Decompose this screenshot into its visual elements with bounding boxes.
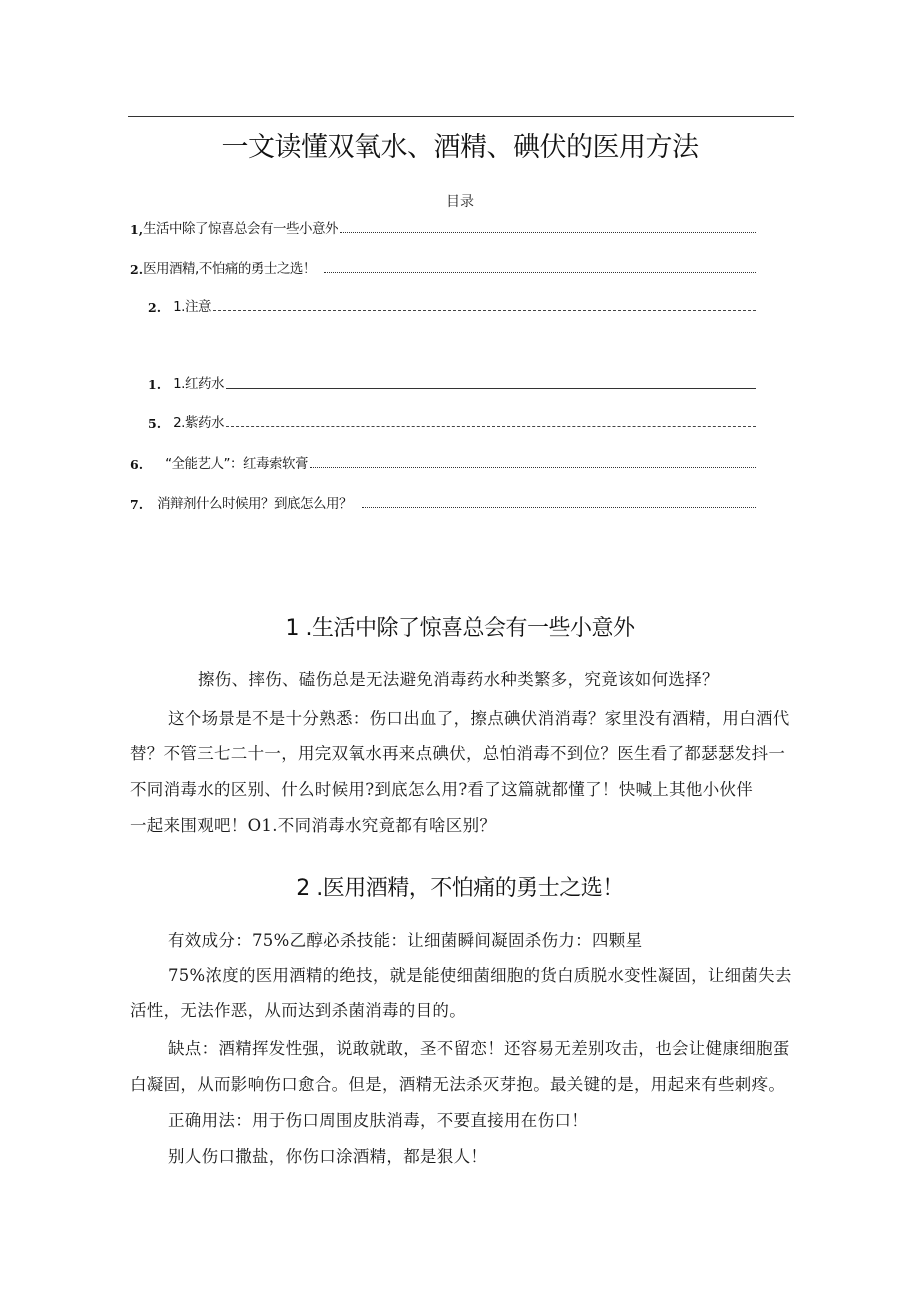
toc-entry-text: “全能艺人”：红毒索软膏 bbox=[165, 456, 309, 472]
toc-entry-number: 5. bbox=[148, 416, 162, 431]
toc-leader bbox=[226, 426, 756, 427]
section-1-paragraph: 擦伤、摔伤、磕伤总是无法避免消毒药水种类繁多，究竟该如何选择？ bbox=[198, 670, 719, 689]
toc-entry-number: 7. bbox=[130, 497, 144, 512]
document-title: 一文读懂双氧水、酒精、碘伏的医用方法 bbox=[221, 132, 699, 163]
toc-entry-number: 1, bbox=[130, 222, 144, 237]
toc-leader bbox=[213, 310, 756, 311]
section-2-paragraph: 别人伤口撒盐，你伤口涂酒精，都是狠人！ bbox=[168, 1147, 488, 1166]
toc-entry-text: 1.红药水 bbox=[173, 376, 224, 392]
toc-entry-6[interactable] bbox=[130, 452, 756, 472]
toc-entry-number: 6. bbox=[130, 457, 144, 472]
section-2-paragraph: 缺点：酒精挥发性强，说敢就敢，圣不留恋！还容易无差别攻击，也会让健康细胞蛋 bbox=[168, 1039, 790, 1058]
toc-entry-number: 1. bbox=[148, 377, 162, 392]
toc-heading: 目录 bbox=[446, 194, 474, 210]
toc-entry-4[interactable] bbox=[148, 372, 756, 392]
section-1-paragraph: 一起来围观吧！O1.不同消毒水究竟都有啥区别？ bbox=[130, 816, 497, 835]
section-2-paragraph: 正确用法：用于伤口周围皮肤消毒，不要直接用在伤口！ bbox=[168, 1111, 588, 1130]
section-2-paragraph: 75%浓度的医用酒精的绝技，就是能使细菌细胞的货白质脱水变性凝固，让细菌失去 bbox=[168, 966, 792, 985]
toc-leader bbox=[340, 232, 756, 233]
toc-entry-2[interactable] bbox=[130, 257, 756, 277]
toc-entry-text: 生活中除了惊喜总会有一些小意外 bbox=[143, 221, 339, 237]
section-2-paragraph: 活性，无法作恶，从而达到杀菌消毒的目的。 bbox=[130, 1001, 466, 1020]
section-2-heading: 2 .医用酒精，不怕痛的勇士之选！ bbox=[296, 876, 624, 901]
section-2-paragraph: 有效成分：75%乙醇必杀技能：让细菌瞬间凝固杀伤力：四颗星 bbox=[168, 931, 643, 950]
section-1-paragraph: 这个场景是不是十分熟悉：伤口出血了，擦点碘伏消消毒？家里没有酒精，用白酒代 bbox=[168, 709, 790, 728]
toc-entry-1[interactable] bbox=[130, 217, 756, 237]
toc-entry-number: 2. bbox=[130, 262, 144, 277]
toc-entry-text: 消辩剂什么时候用？到底怎么用？ bbox=[157, 496, 353, 512]
toc-entry-text: 2.紫药水 bbox=[173, 415, 224, 431]
toc-entry-7[interactable] bbox=[130, 492, 756, 512]
toc-leader bbox=[324, 272, 756, 273]
toc-leader bbox=[362, 507, 756, 508]
section-1-heading: 1 .生活中除了惊喜总会有一些小意外 bbox=[285, 616, 635, 641]
toc-entry-3[interactable] bbox=[148, 295, 756, 315]
toc-leader bbox=[226, 388, 756, 389]
toc-entry-5[interactable] bbox=[148, 411, 756, 431]
section-2-paragraph: 白凝固，从而影响伤口愈合。但是，酒精无法杀灭芽抱。最关键的是，用起来有些刺疼。 bbox=[130, 1075, 786, 1094]
toc-entry-text: 1.注意 bbox=[173, 299, 211, 315]
toc-entry-number: 2. bbox=[148, 300, 162, 315]
section-1-paragraph: 替？不管三七二十一，用完双氧水再来点碘伏，总怕消毒不到位？医生看了都瑟瑟发抖一 bbox=[130, 744, 786, 763]
toc-leader bbox=[310, 467, 756, 468]
header-rule bbox=[128, 116, 794, 117]
section-1-paragraph: 不同消毒水的区别、什么时候用?到底怎么用?看了这篇就都懂了！快喊上其他小伙伴 bbox=[130, 780, 754, 799]
toc-entry-text: 医用酒精,不怕痛的勇士之选！ bbox=[143, 261, 316, 277]
